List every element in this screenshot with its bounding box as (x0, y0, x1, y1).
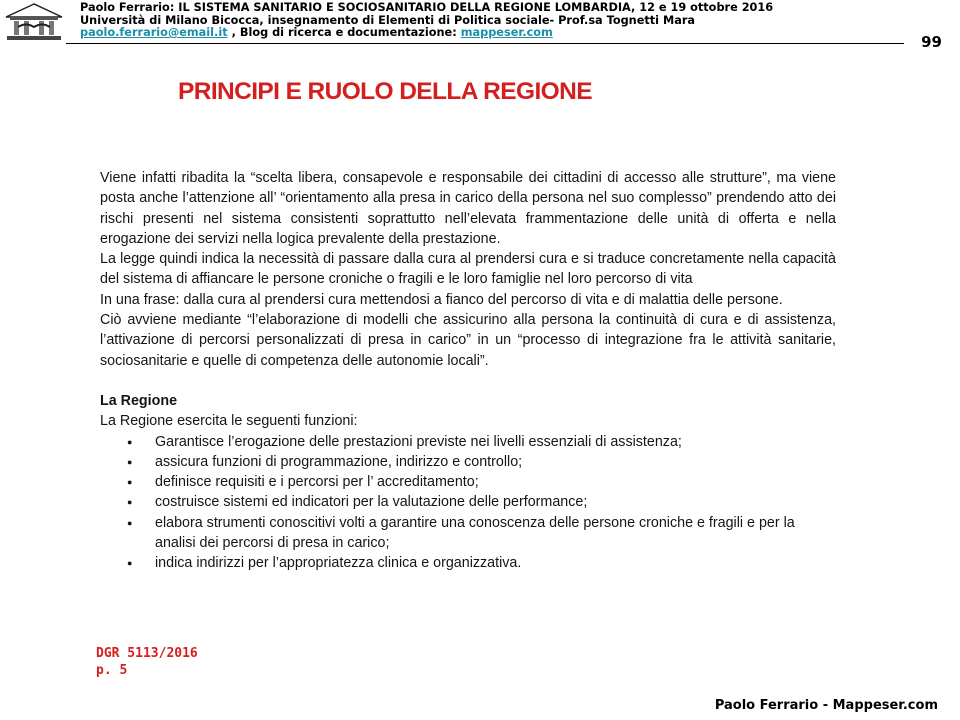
section-heading: La Regione (100, 392, 178, 409)
list-item: ● elabora strumenti conoscitivi volti a garantire una conoscenza delle persone croniche e fragili e per la analisi dei percorsi di presa in carico; (100, 513, 836, 554)
blog-link[interactable]: mappeser.com (460, 26, 553, 39)
section-intro: La Regione esercita le seguenti funzioni: (100, 413, 358, 430)
paragraph: Ciò avviene mediante “l’elaborazione di modelli che assicurino alla persona la continuità di cura e di assistenza, l’attivazione di percorsi personalizzati di presa in carico” in un “processo di integrazione fra le attività sanitarie, sociosanitarie e quelle di competenza delle autonomie locali”. (100, 312, 836, 369)
page-number: 99 (921, 33, 942, 51)
slide-header (80, 2, 880, 40)
document-excerpt (100, 168, 836, 574)
paragraph: In una frase: dalla cura al prendersi cura mettendosi a fianco del percorso di vita e di malattia delle persone. (100, 291, 783, 308)
source-reference (96, 645, 198, 679)
header-divider (66, 43, 904, 44)
list-item: ● Garantisce l’erogazione delle prestazioni previste nei livelli essenziali di assistenza; (100, 432, 836, 452)
footer-credit: Paolo Ferrario - Mappeser.com (714, 698, 938, 713)
header-university-line: Università di Milano Bicocca, insegnamento di Elementi di Politica sociale- Prof.sa Tognetti Mara (80, 13, 696, 27)
email-link[interactable]: paolo.ferrario@email.it (80, 26, 228, 39)
header-contact-line (80, 27, 880, 40)
blog-label: , Blog di ricerca e documentazione: (231, 26, 457, 39)
list-item: ● indica indirizzi per l’appropriatezza clinica e organizzativa. (100, 553, 836, 573)
paragraph: La legge quindi indica la necessità di passare dalla cura al prendersi cura e si traduce concretamente nella capacità del sistema di affiancare le persone croniche o fragili e le loro famiglie nel loro percorso di vita (100, 251, 836, 288)
list-item: ● definisce requisiti e i percorsi per l’ accreditamento; (100, 472, 836, 492)
logo-icon (4, 3, 64, 43)
list-item: ● assicura funzioni di programmazione, indirizzo e controllo; (100, 452, 836, 472)
functions-list (100, 432, 836, 574)
reference-dgr: DGR 5113/2016 (96, 646, 198, 661)
reference-page: p. 5 (96, 663, 128, 678)
list-item: ● costruisce sistemi ed indicatori per la valutazione delle performance; (100, 492, 836, 512)
paragraph: Viene infatti ribadita la “scelta libera, consapevole e responsabile dei cittadini di accesso alle strutture”, ma viene posta anche l’attenzione all’ “orientamento alla presa in carico della persona nel suo complesso” prendendo atto dei rischi presenti nel sistema consistenti soprattutto nell’elevata frammentazione delle unità di offerta e nella erogazione dei servizi nella logica prevalente della prestazione. (100, 170, 836, 247)
page-title: PRINCIPI E RUOLO DELLA REGIONE (178, 78, 592, 105)
header-course-line: Paolo Ferrario: IL SISTEMA SANITARIO E SOCIOSANITARIO DELLA REGIONE LOMBARDIA, 12 e 19 ottobre 2016 (80, 1, 774, 14)
